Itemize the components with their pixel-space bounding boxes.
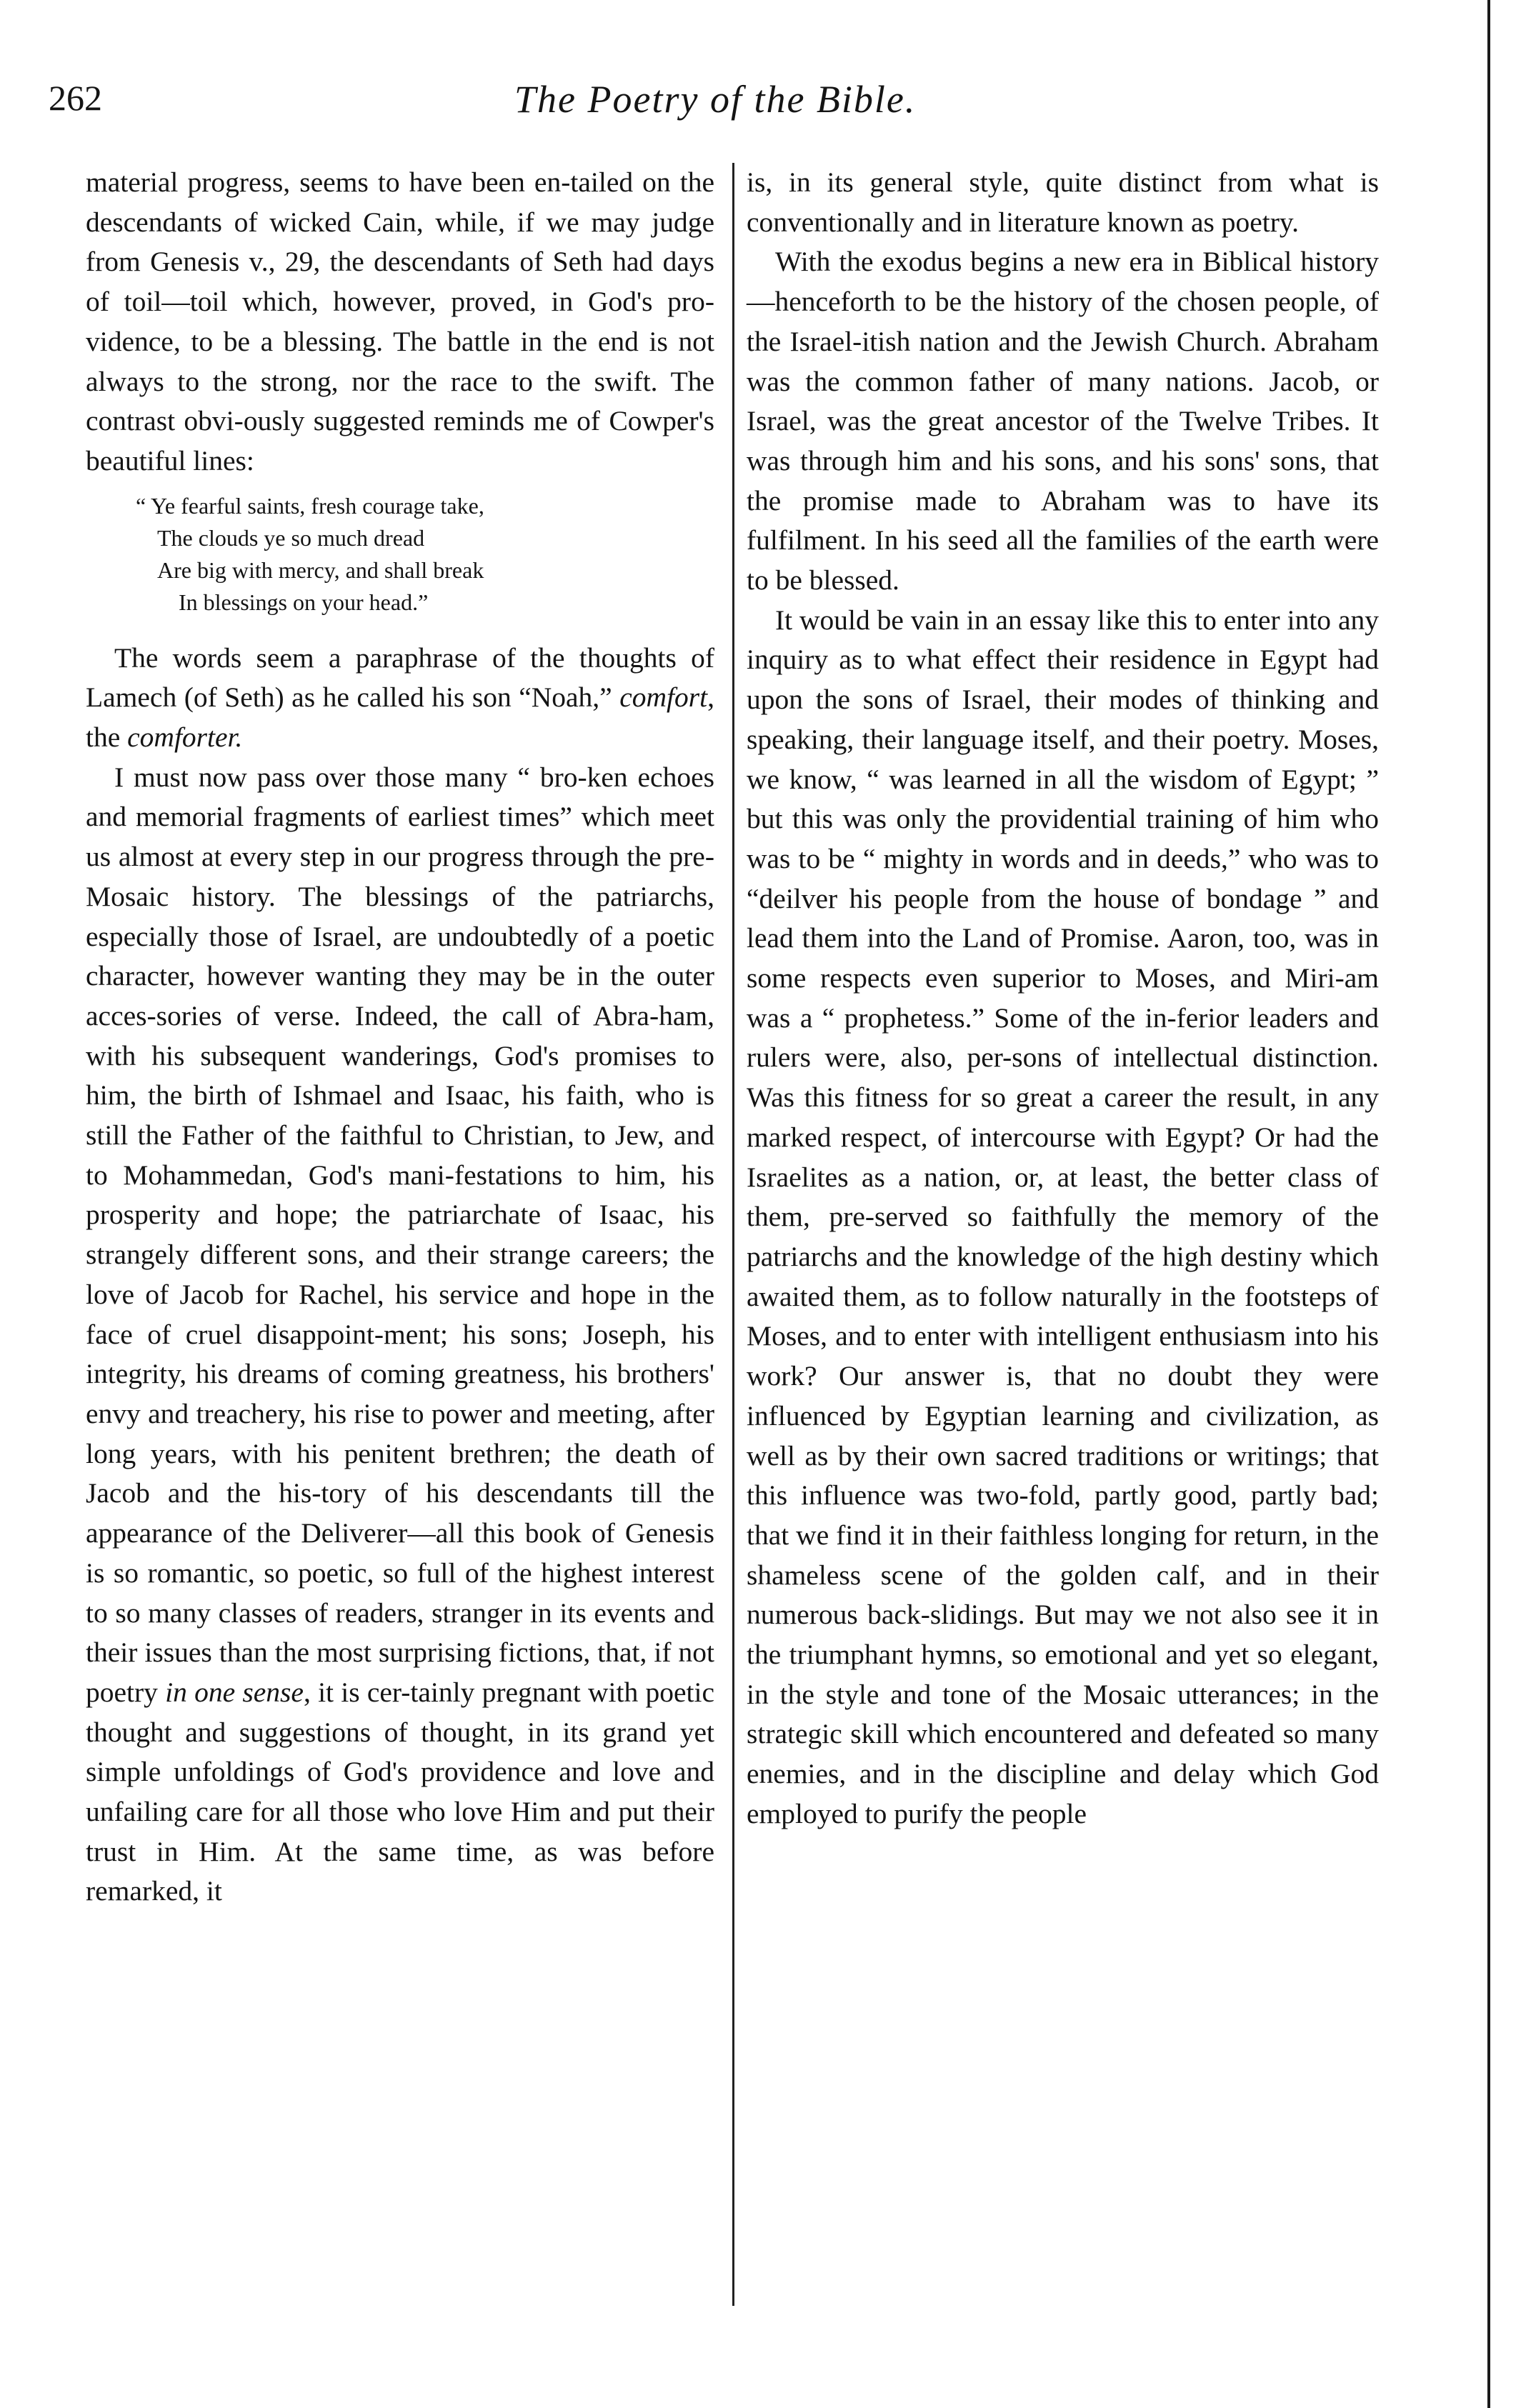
left-column [86,163,714,1912]
verse-quotation [86,490,714,619]
verse-line: “ Ye fearful saints, fresh courage take, [136,492,484,519]
paragraph-text: The words seem a paraphrase of the thoughts of Lamech (of Seth) as he called his son “Noah,” [86,641,714,714]
paragraph: With the exodus begins a new era in Biblical history—henceforth to be the history of the chosen people, of the Israel-itish nation and the Jewish Church. Abraham was the common father of many nations. Jacob, or Israel, was the great ancestor of the Twelve Tribes. It was through him and his sons, and his sons' sons, that the promise made to Abraham was to have its fulfilment. In his seed all the families of the earth were to be blessed. [747,246,1379,596]
italic-term: comfort [619,681,708,714]
paragraph-text: , the [86,681,714,754]
paragraph [86,758,714,1912]
right-column [747,163,1379,1834]
column-divider [732,163,734,2306]
verse-line: Are big with mercy, and shall break [157,556,484,583]
page-number: 262 [49,78,102,118]
paragraph: is, in its general style, quite distinct from what is conventionally and in literature known as poetry. [747,166,1379,238]
running-title: The Poetry of the Bible. [514,78,917,121]
italic-term: comforter. [127,721,243,754]
page-header [0,77,1526,141]
paragraph: material progress, seems to have been en-tailed on the descendants of wicked Cain, while, if we may judge from Genesis v., 29, the descendants of Seth had days of toil—toil which, however, proved, in God's pro-vidence, to be a blessing. The battle in the end is not always to the strong, nor the race to the swift. The contrast obvi-ously suggested reminds me of Cowper's beautiful lines: [86,166,714,476]
paragraph-text: , it is cer-tainly pregnant with poetic thought and suggestions of thought, in its grand yet simple unfoldings of God's providence and love and unfailing care for all those who love Him and put their trust in Him. At the same time, as was before remarked, it [86,1676,714,1907]
italic-phrase: in one sense [165,1676,304,1708]
page-edge-rule [1487,0,1490,2408]
paragraph-text: I must now pass over those many “ bro-ken echoes and memorial fragments of earliest times” which meet us almost at every step in our progress through the pre-Mosaic history. The blessings of the patriarchs, especially those of Israel, are undoubtedly of a poetic character, however wanting they may be in the outer acces-sories of verse. Indeed, the call of Abra-ham, with his subsequent wanderings, God's promises to him, the birth of Ishmael and Isaac, his faith, who is still the Father of the faithful to Christian, to Jew, and to Mohammedan, God's mani-festations to him, his prosperity and hope; the patriarchate of Isaac, his strangely different sons, and their strange careers; the love of Jacob for Rachel, his service and hope in the face of cruel disappoint-ment; his sons; Joseph, his integrity, his dreams of coming greatness, his brothers' envy and treachery, his rise to power and meeting, after long years, with his penitent brethren; the death of Jacob and the his-tory of his descendants till the appearance of the Deliverer—all this book of Genesis is so romantic, so poetic, so full of the highest interest to so many classes of readers, stranger in its events and their issues than the most surprising fictions, that, if not poetry [86,761,714,1708]
paragraph: It would be vain in an essay like this to enter into any inquiry as to what effect their residence in Egypt had upon the sons of Israel, their modes of thinking and speaking, their language itself, and their poetry. Moses, we know, “ was learned in all the wisdom of Egypt; ” but this was only the providential training of him who was to be “ mighty in words and in deeds,” who was to “deilver his people from the house of bondage ” and lead them into the Land of Promise. Aaron, too, was in some respects even superior to Moses, and Miri-am was a “ prophetess.” Some of the in-ferior leaders and rulers were, also, per-sons of intellectual distinction. Was this fitness for so great a career the result, in any marked respect, of intercourse with Egypt? Or had the Israelites as a nation, or, at least, the better class of them, pre-served so faithfully the memory of the patriarchs and the knowledge of the high destiny which awaited them, as to follow naturally in the footsteps of Moses, and to enter with intelligent enthusiasm into his work? Our answer is, that no doubt they were influenced by Egyptian learning and civilization, as well as by their own sacred traditions or writings; that this influence was two-fold, partly good, partly bad; that we find it in their faithless longing for return, in the shameless scene of the golden calf, and in their numerous back-slidings. But may we not also see it in the triumphant hymns, so emotional and yet so elegant, in the style and tone of the Mosaic utterances; in the strategic skill which encountered and defeated so many enemies, and in the discipline and delay which God employed to purify the people [747,604,1379,1829]
verse-line: The clouds ye so much dread [157,524,425,551]
verse-line: In blessings on your head.” [179,589,429,615]
paragraph [86,639,714,758]
